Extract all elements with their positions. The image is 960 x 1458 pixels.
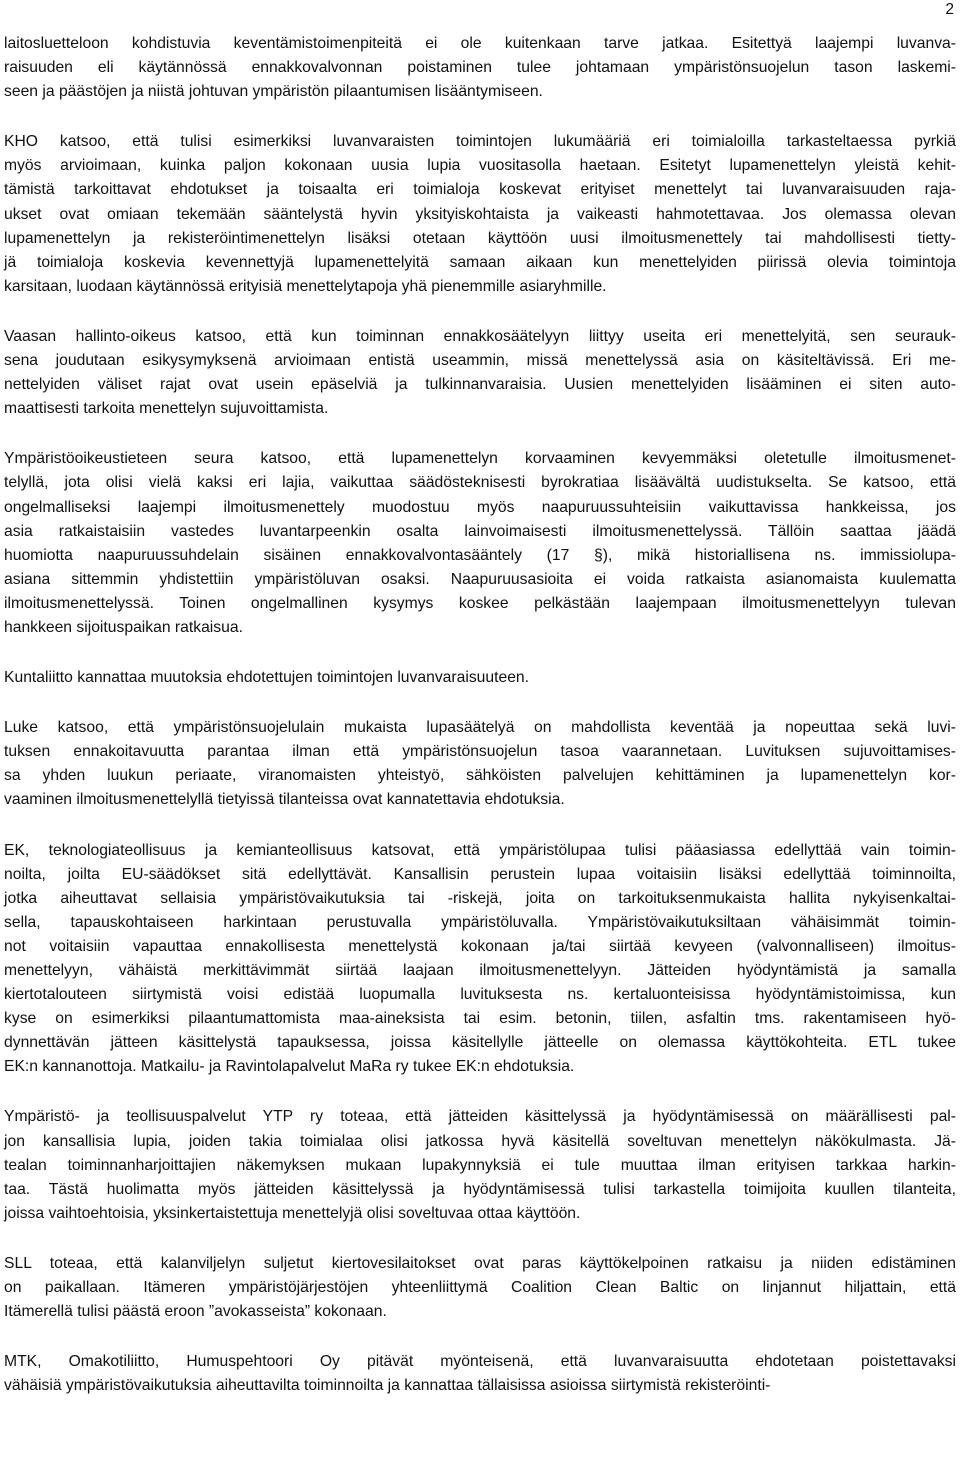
text-line: menettelyyn, vähäistä merkittävimmät siirtää laajaan ilmoitusmenettelyyn. Jätteiden hyödyntämistä ja samalla [4, 962, 956, 979]
text-line: seen ja päästöjen ja niistä johtuvan ympäristön pilaantumisen lisääntymiseen. [4, 83, 543, 101]
text-line: MTK, Omakotiliitto, Humuspehtoori Oy pitävät myönteisenä, että luvanvaraisuutta ehdotetaan poistettavaksi [4, 1353, 956, 1371]
text-line: asia ratkaistaisiin vastedes luvantarpeenkin osalta lainvoimaisesti ilmoitusmenettelyssä. Tällöin saattaa jäädä [4, 522, 956, 540]
paragraph [4, 447, 956, 640]
text-line: sa yhden luukun periaate, viranomaisten yhteistyö, sähköisten palvelujen kehittäminen ja lupamenettelyn kor- [4, 767, 956, 785]
text-line: dynnettävän jätteen käsittelystä tapauksessa, joissa käsitellylle jätteelle on olemassa käyttökohteita. ETL tukee [4, 1034, 956, 1052]
paragraph [4, 130, 956, 299]
text-line: karsitaan, luodaan käytännössä erityisiä menettelytapoja yhä pienemmille asiaryhmille. [4, 277, 607, 295]
paragraph [4, 1252, 956, 1324]
text-line: ilmoitusmenettelyssä. Toinen ongelmallinen kysymys koskee pelkästään laajempaan ilmoitusmenettelyyn tulevan [4, 594, 956, 612]
text-line: taa. Tästä huolimatta myös jätteiden käsittelyssä ja hyödyntämisessä tulisi tarkastella toimijoita kuullen tilanteita, [4, 1180, 956, 1198]
text-line: Ympäristö- ja teollisuuspalvelut YTP ry toteaa, että jätteiden käsittelyssä ja hyödyntämisessä on määrällisesti pal- [4, 1108, 956, 1126]
paragraph [4, 716, 956, 812]
text-line: nettelyiden väliset rajat ovat usein epäselviä ja tulkinnanvaraisia. Uusien menettelyiden lisääminen ei siten auto- [4, 376, 956, 394]
text-line: Luke katsoo, että ympäristönsuojelulain mukaista lupasäätelyä on mahdollista keventää ja nopeuttaa sekä luvi- [4, 719, 956, 737]
page-number: 2 [945, 1, 954, 18]
paragraph [4, 32, 956, 104]
text-line: maattisesti tarkoita menettelyn sujuvoittamista. [4, 400, 329, 418]
text-line: tämistä tarkoittavat ehdotukset ja toisaalta eri toimialoja koskevat erityiset menettelyt tai luvanvaraisuuden raja- [4, 181, 956, 199]
text-line: myös arvioimaan, kuinka paljon kokonaan uusia lupia vuositasolla haetaan. Esitetyt lupamenettelyn yleistä kehit- [4, 157, 956, 175]
text-line: vähäisiä ympäristövaikutuksia aiheuttavilta toiminnoilta ja kannattaa tällaisissa asioissa siirtymistä rekisteröinti- [4, 1377, 771, 1395]
text-line: lupamenettelyn ja rekisteröintimenettelyn lisäksi otetaan käyttöön uusi ilmoitusmenettely tai mahdollisesti tietty- [4, 229, 956, 247]
text-line: asiana sittemmin yhdistettiin ympäristöluvan osaksi. Naapuruusasioita ei voida ratkaista asianomaista kuulematta [4, 570, 956, 588]
text-line: on paikallaan. Itämeren ympäristöjärjestöjen yhteenliittymä Coalition Clean Baltic on linjannut hiljattain, että [4, 1279, 956, 1297]
text-line: ongelmalliseksi laajempi ilmoitusmenettely muodostuu myös naapuruussuhteisiin vaikuttavissa hankkeissa, jos [4, 498, 956, 516]
text-line: Vaasan hallinto-oikeus katsoo, että kun toiminnan ennakkosäätelyyn liittyy useita eri menettelyitä, sen seurauk- [4, 327, 956, 345]
text-line: jotka aiheuttavat sellaisia ympäristövaikutuksia tai -riskejä, joita on tarkoituksenmukaista hallita nykyisenkaltai- [4, 889, 956, 907]
text-line: Ympäristöoikeustieteen seura katsoo, että lupamenettelyn korvaaminen kevyemmäksi oletetulle ilmoitusmenet- [4, 450, 956, 468]
document-body [4, 32, 956, 1398]
text-line: jä toimialoja koskevia kevennettyjä lupamenettelyitä samaan aikaan kun menettelyiden piirissä olevia toimintoja [4, 253, 956, 271]
text-line: not voitaisiin vapauttaa ennakollisesta menettelystä kokonaan ja/tai siirtää kevyeen (valvonnalliseen) ilmoitus- [4, 937, 956, 955]
text-line: laitosluetteloon kohdistuvia keventämistoimenpiteitä ei ole kuitenkaan tarve jatkaa. Esitettyä laajempi luvanva- [4, 35, 956, 52]
paragraph [4, 325, 956, 421]
text-line: tuksen ennakoitavuutta parantaa ilman että ympäristönsuojelun tasoa vaarannetaan. Luvituksen sujuvoittamises- [4, 743, 956, 761]
text-line: sena joudutaan esikysymyksenä arvioimaan entistä useammin, missä menettelyssä asia on käsiteltävissä. Eri me- [4, 352, 956, 370]
text-line: noilta, joilta EU-säädökset sitä edellyttävät. Kansallisin perustein lupaa voitaisiin lisäksi edellyttää toiminnoilta, [4, 865, 956, 883]
text-line: ukset ovat omiaan tekemään sääntelystä hyvin yksityiskohtaista ja vaikeasti hahmotettavaa. Jos olemassa olevan [4, 205, 956, 223]
text-line: KHO katsoo, että tulisi esimerkiksi luvanvaraisten toimintojen lukumääriä eri toimialoilla tarkasteltaessa pyrkiä [4, 133, 956, 151]
text-line: huomiotta naapuruussuhdelain sisäinen ennakkovalvontasääntely (17 §), mikä historiallisena ns. immissiolupa- [4, 546, 956, 564]
paragraph [4, 839, 956, 1080]
text-line: sella, tapauskohtaiseen harkintaan perustuvalla ympäristöluvalla. Ympäristövaikutuksiltaan vähäisimmät toimin- [4, 913, 956, 931]
text-line: raisuuden eli käytännössä ennakkovalvonnan poistaminen tulee johtamaan ympäristönsuojelun tason laskemi- [4, 59, 956, 77]
text-line: hankkeen sijoituspaikan ratkaisua. [4, 618, 243, 636]
text-line: Kuntaliitto kannattaa muutoksia ehdotettujen toimintojen luvanvaraisuuteen. [4, 669, 530, 687]
text-line: EK:n kannanottoja. Matkailu- ja Ravintolapalvelut MaRa ry tukee EK:n ehdotuksia. [4, 1058, 575, 1076]
paragraph [4, 666, 956, 690]
text-line: Itämerellä tulisi päästä eroon ”avokasseista” kokonaan. [4, 1303, 387, 1321]
text-line: EK, teknologiateollisuus ja kemianteollisuus katsovat, että ympäristölupaa tulisi pääasiassa edellyttää vain toimin- [4, 841, 956, 859]
paragraph [4, 1105, 956, 1225]
text-line: telyllä, jota olisi vielä kaksi eri lajia, vaikuttaa säädösteknisesti byrokratiaa lisäävältä uudistukselta. Se katsoo, että [4, 474, 956, 492]
text-line: kiertotalouteen siirtymistä voisi edistää luopumalla luvituksesta ns. kertaluonteisissa hyödyntämistoimissa, kun [4, 986, 956, 1004]
paragraph [4, 1350, 956, 1398]
text-line: joissa vaihtoehtoisia, yksinkertaistettuja menettelyjä olisi soveltuvaa ottaa käyttöön. [4, 1204, 581, 1222]
text-line: jon kansallisia lupia, joiden takia toimialaa olisi jatkossa hyvä käsitellä soveltuvan menettelyn näkökulmasta. Jä- [4, 1132, 956, 1150]
text-line: SLL toteaa, että kalanviljelyn suljetut kiertovesilaitokset ovat paras käyttökelpoinen ratkaisu ja niiden edistäminen [4, 1254, 956, 1272]
text-line: tealan toiminnanharjoittajien näkemyksen mukaan lupakynnyksiä ei tule muuttaa ilman erityisen tarkkaa harkin- [4, 1156, 956, 1174]
text-line: kyse on esimerkiksi pilaantumattomista maa-aineksista tai esim. betonin, tiilen, asfaltin tms. rakentamiseen hyö- [4, 1010, 956, 1028]
text-line: vaaminen ilmoitusmenettelyllä tietyissä tilanteissa ovat kannatettavia ehdotuksia. [4, 791, 565, 809]
